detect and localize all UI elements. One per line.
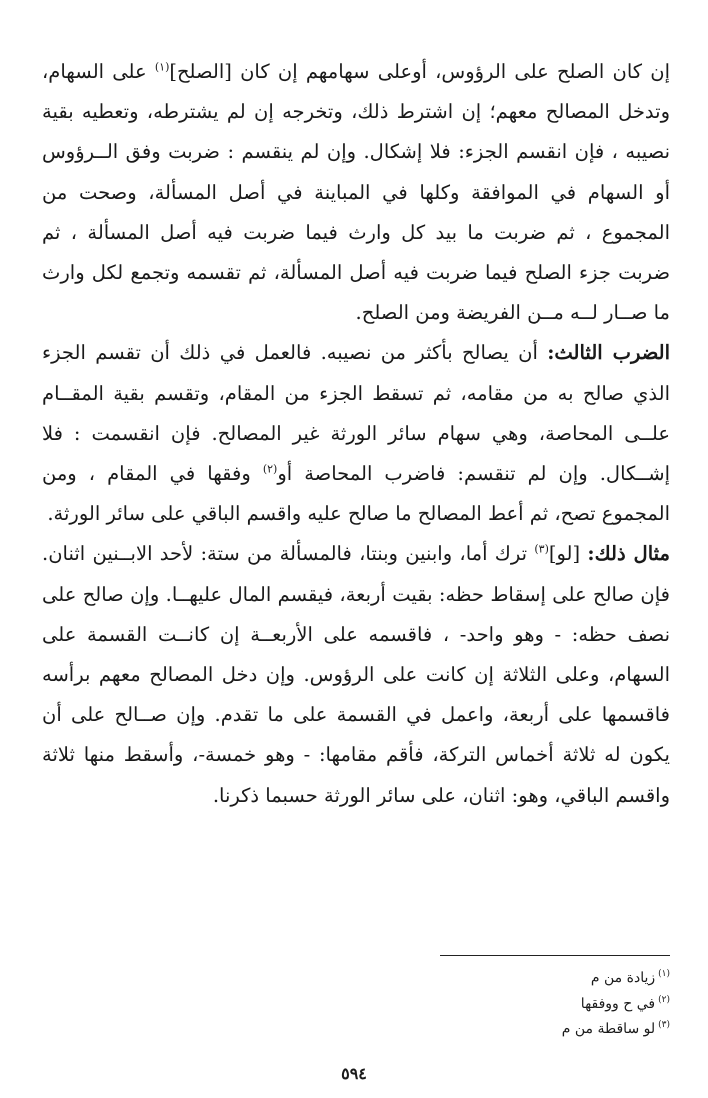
footnote	[300, 966, 670, 992]
paragraph-text: أن يصالح بأكثر من نصيبه. فالعمل في ذلك أن تقسم الجزء الذي صالح به من مقامه، ثم تسقط الجزء من المقام، وتقسم بقية المقــام علــى المحاصة، وهي سهام سائر الورثة غير المصالح. فإن انقسمت : فلا إشــكال. وإن لم تنقسم: فاضرب المحاصة أو	[42, 341, 670, 486]
footnote-mark: (١)	[658, 969, 670, 980]
footnote-text: في ح ووفقها	[580, 995, 656, 1012]
paragraph-text: وفقها في المقام ، ومن المجموع تصح، ثم أعط المصالح ما صالح عليه واقسم الباقي على سائر الورثة.	[42, 462, 670, 526]
footnote-text: لو ساقطة من م	[561, 1021, 656, 1037]
paragraph-text: ترك أما، وابنين وبنتا، فالمسألة من ستة: لأحد الابــنين اثنان. فإن صالح على إسقاط حظه: بقيت أربعة، فيقسم المال عليهــا. وإن صالح على نصف حظه: - وهو واحد- ، فاقسمه على الأربعــة إن كانــت القسمة على السهام، وعلى الثلاثة إن كانت على الرؤوس. وإن دخل المصالح معهم برأسه فاقسمها على أربعة، واعمل في القسمة على ما تقدم. وإن صــالح على أن يكون له ثلاثة أخماس التركة، فأقم مقامها: - وهو خمسة-، وأسقط منها ثلاثة واقسم الباقي، وهو: اثنان، على سائر الورثة حسبما ذكرنا.	[42, 542, 670, 807]
paragraph-text: إن كان الصلح على الرؤوس، أوعلى سهامهم إن كان [الصلح]	[169, 60, 670, 83]
paragraph-text: على السهام، وتدخل المصالح معهم؛ إن اشترط ذلك، وتخرجه إن لم يشترطه، وتعطيه بقية نصيبه ، فإن انقسم الجزء: فلا إشكال. وإن لم ينقسم : ضربت وفق الــرؤوس أو السهام في الموافقة وكلها في المباينة في أصل المسألة، وصحت من المجموع ، ثم ضربت ما بيد كل وارث فيما ضربت فيه أصل المسألة ، ثم ضربت جزء الصلح فيما ضربت فيه أصل المسألة، ثم تقسمه وتجمع لكل وارث ما صــار لــه مــن الفريضة ومن الصلح.	[42, 60, 670, 325]
footnote-reference: (١)	[154, 60, 170, 74]
paragraph-text: [لو]	[548, 542, 588, 566]
footnote-mark: (٢)	[658, 994, 670, 1005]
footnotes	[300, 966, 670, 1043]
footnote-reference: (٢)	[262, 462, 278, 476]
footnote	[300, 1017, 670, 1043]
footnote-reference: (٣)	[534, 542, 549, 556]
paragraph	[42, 52, 670, 333]
footnote-mark: (٣)	[658, 1020, 670, 1031]
footnote	[300, 992, 670, 1018]
page-number: ٥٩٤	[341, 1064, 367, 1083]
paragraph	[42, 333, 670, 534]
paragraph-heading: الضرب الثالث:	[547, 341, 670, 365]
paragraph	[42, 534, 670, 815]
main-text	[42, 52, 670, 816]
footnote-text: زيادة من م	[590, 970, 656, 986]
paragraph-heading: مثال ذلك:	[587, 542, 670, 566]
footnote-divider	[440, 955, 670, 956]
